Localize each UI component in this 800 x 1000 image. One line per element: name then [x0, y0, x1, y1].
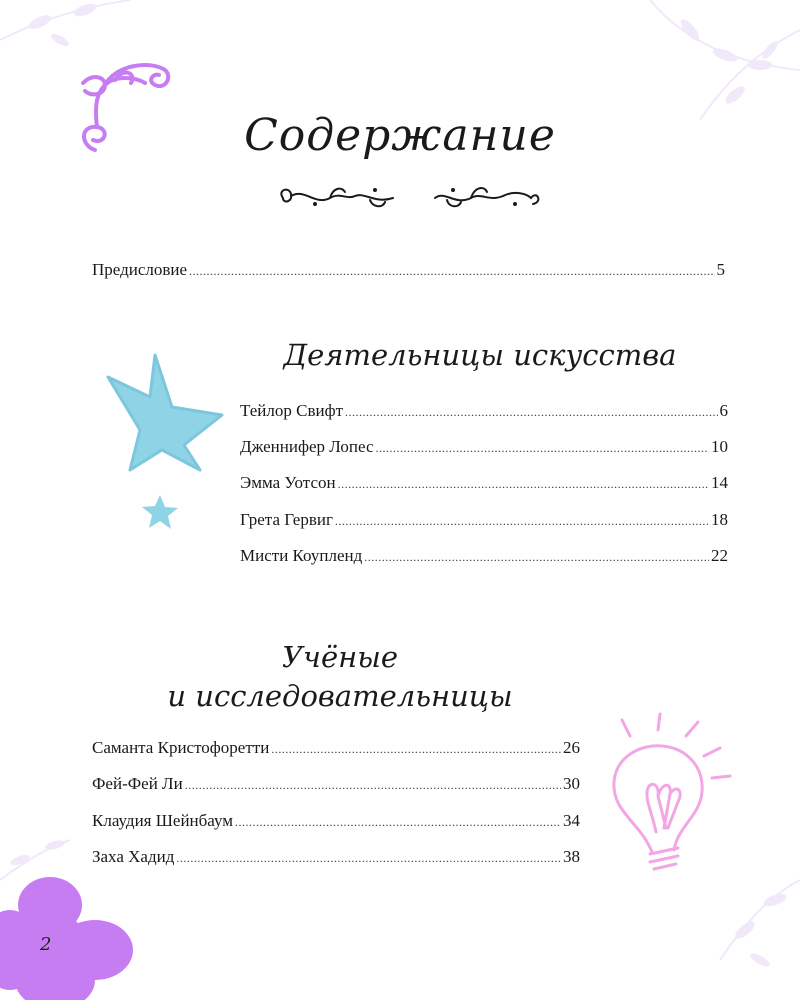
- toc-row-preface[interactable]: [92, 259, 725, 281]
- section-title-science-line2: и исследовательницы: [167, 679, 513, 713]
- toc-leader: [271, 738, 561, 760]
- toc-row[interactable]: [92, 737, 580, 759]
- page-number: 2: [40, 934, 52, 955]
- section-title-arts: Деятельницы искусства: [283, 338, 677, 372]
- toc-page-number: 30: [563, 774, 580, 793]
- toc-label: Тейлор Свифт: [240, 401, 344, 420]
- toc-row[interactable]: [240, 472, 728, 494]
- toc-leader: [376, 437, 710, 459]
- toc-leader: [185, 774, 561, 796]
- page-title: Содержание: [244, 110, 556, 161]
- flower-icon: [0, 870, 140, 1000]
- toc-page-number: 22: [711, 546, 728, 565]
- toc-leader: [335, 510, 709, 532]
- toc-label: Фей-Фей Ли: [92, 774, 183, 793]
- toc-row[interactable]: [92, 846, 580, 868]
- toc-leader: [364, 546, 709, 568]
- toc-row[interactable]: [240, 509, 728, 531]
- toc-leader: [189, 260, 714, 282]
- toc-label: Заха Хадид: [92, 847, 175, 866]
- toc-page-number: 14: [711, 473, 728, 492]
- toc-page-number: 6: [719, 401, 728, 420]
- toc-label: Саманта Кристофоретти: [92, 738, 270, 757]
- toc-page-number: 34: [563, 811, 580, 830]
- toc-label: Грета Гервиг: [240, 510, 333, 529]
- toc-page-number: 26: [563, 738, 580, 757]
- toc-label: Мисти Коупленд: [240, 546, 363, 565]
- toc-label: Клаудия Шейнбаум: [92, 811, 234, 830]
- toc-page-number: 18: [711, 510, 728, 529]
- toc-row[interactable]: [240, 436, 728, 458]
- toc-page-number: 10: [711, 437, 728, 456]
- toc-row[interactable]: [240, 545, 728, 567]
- toc-page-number: 38: [563, 847, 580, 866]
- toc-leader: [338, 473, 709, 495]
- toc-label: Эмма Уотсон: [240, 473, 336, 492]
- toc-leader: [235, 811, 561, 833]
- toc-leader: [345, 401, 717, 423]
- lightbulb-icon: [600, 712, 735, 872]
- toc-page-number: 5: [716, 260, 725, 279]
- toc-row[interactable]: [240, 400, 728, 422]
- toc-row[interactable]: [92, 773, 580, 795]
- toc-label: Предисловие: [92, 260, 188, 279]
- section-title-science-line1: Учёные: [281, 640, 399, 674]
- star-icon: [100, 345, 230, 530]
- toc-row[interactable]: [92, 810, 580, 832]
- toc-leader: [176, 847, 561, 869]
- ornament-divider-icon: [275, 180, 545, 214]
- toc-label: Дженнифер Лопес: [240, 437, 374, 456]
